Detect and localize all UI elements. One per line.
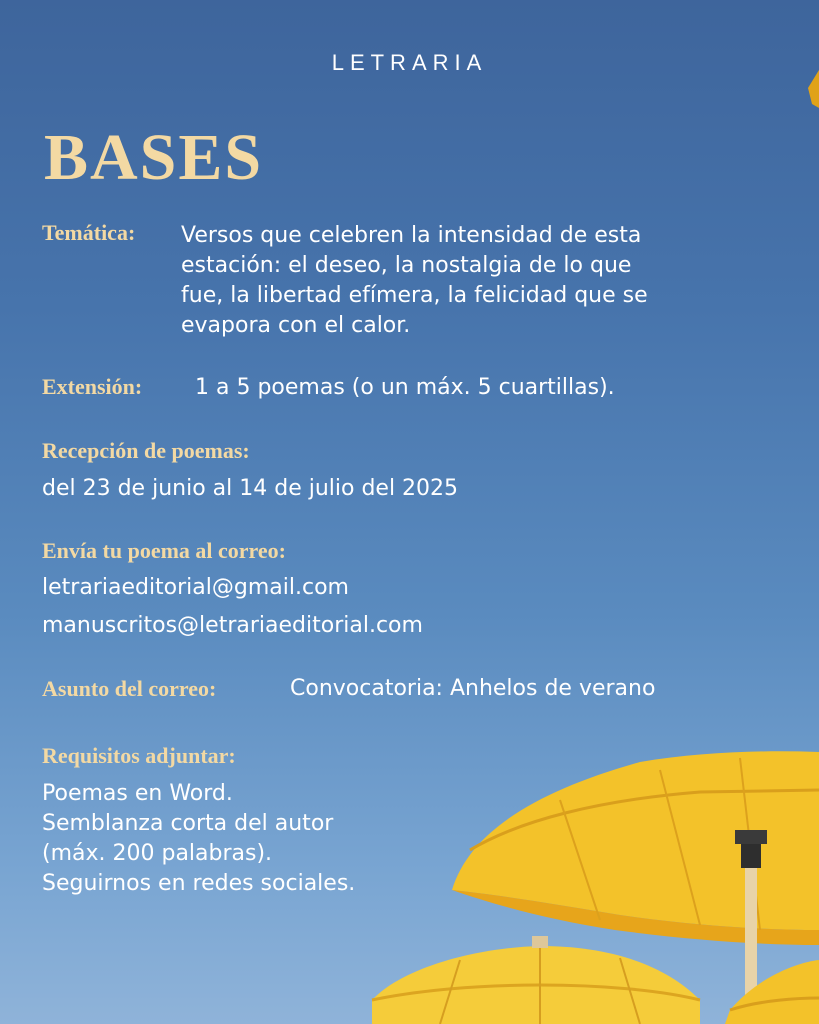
correo-label: Envía tu poema al correo: (42, 538, 287, 563)
email-link[interactable]: manuscritos@letrariaeditorial.com (42, 613, 423, 638)
tematica-label: Temática: (42, 220, 136, 245)
tematica-line: Versos que celebren la intensidad de esta (181, 223, 642, 248)
requisito-item: Seguirnos en redes sociales. (42, 871, 356, 896)
brand-logo: LETRARIA (331, 50, 488, 75)
recepcion-label: Recepción de poemas: (42, 438, 250, 463)
asunto-value: Convocatoria: Anhelos de verano (290, 676, 656, 701)
tematica-text (181, 221, 648, 341)
page-title: BASES (44, 121, 264, 194)
umbrella-small-right (725, 960, 819, 1024)
umbrella-small (372, 936, 700, 1024)
requisito-item: Semblanza corta del autor (42, 811, 334, 836)
requisito-item: (máx. 200 palabras). (42, 841, 273, 866)
email-link[interactable]: letrariaeditorial@gmail.com (42, 575, 349, 600)
asunto-label: Asunto del correo: (42, 676, 217, 701)
tematica-line: estación: el deseo, la nostalgia de lo que (181, 253, 632, 278)
requisitos-label: Requisitos adjuntar: (42, 743, 236, 768)
extension-label: Extensión: (42, 374, 143, 399)
requisitos-list (42, 779, 355, 899)
tematica-line: fue, la libertad efímera, la felicidad que se (181, 283, 648, 308)
extension-value: 1 a 5 poemas (o un máx. 5 cuartillas). (195, 375, 615, 400)
recepcion-value: del 23 de junio al 14 de julio del 2025 (42, 476, 459, 501)
requisito-item: Poemas en Word. (42, 781, 233, 806)
email-list (42, 573, 423, 641)
tematica-line: evapora con el calor. (181, 313, 411, 338)
